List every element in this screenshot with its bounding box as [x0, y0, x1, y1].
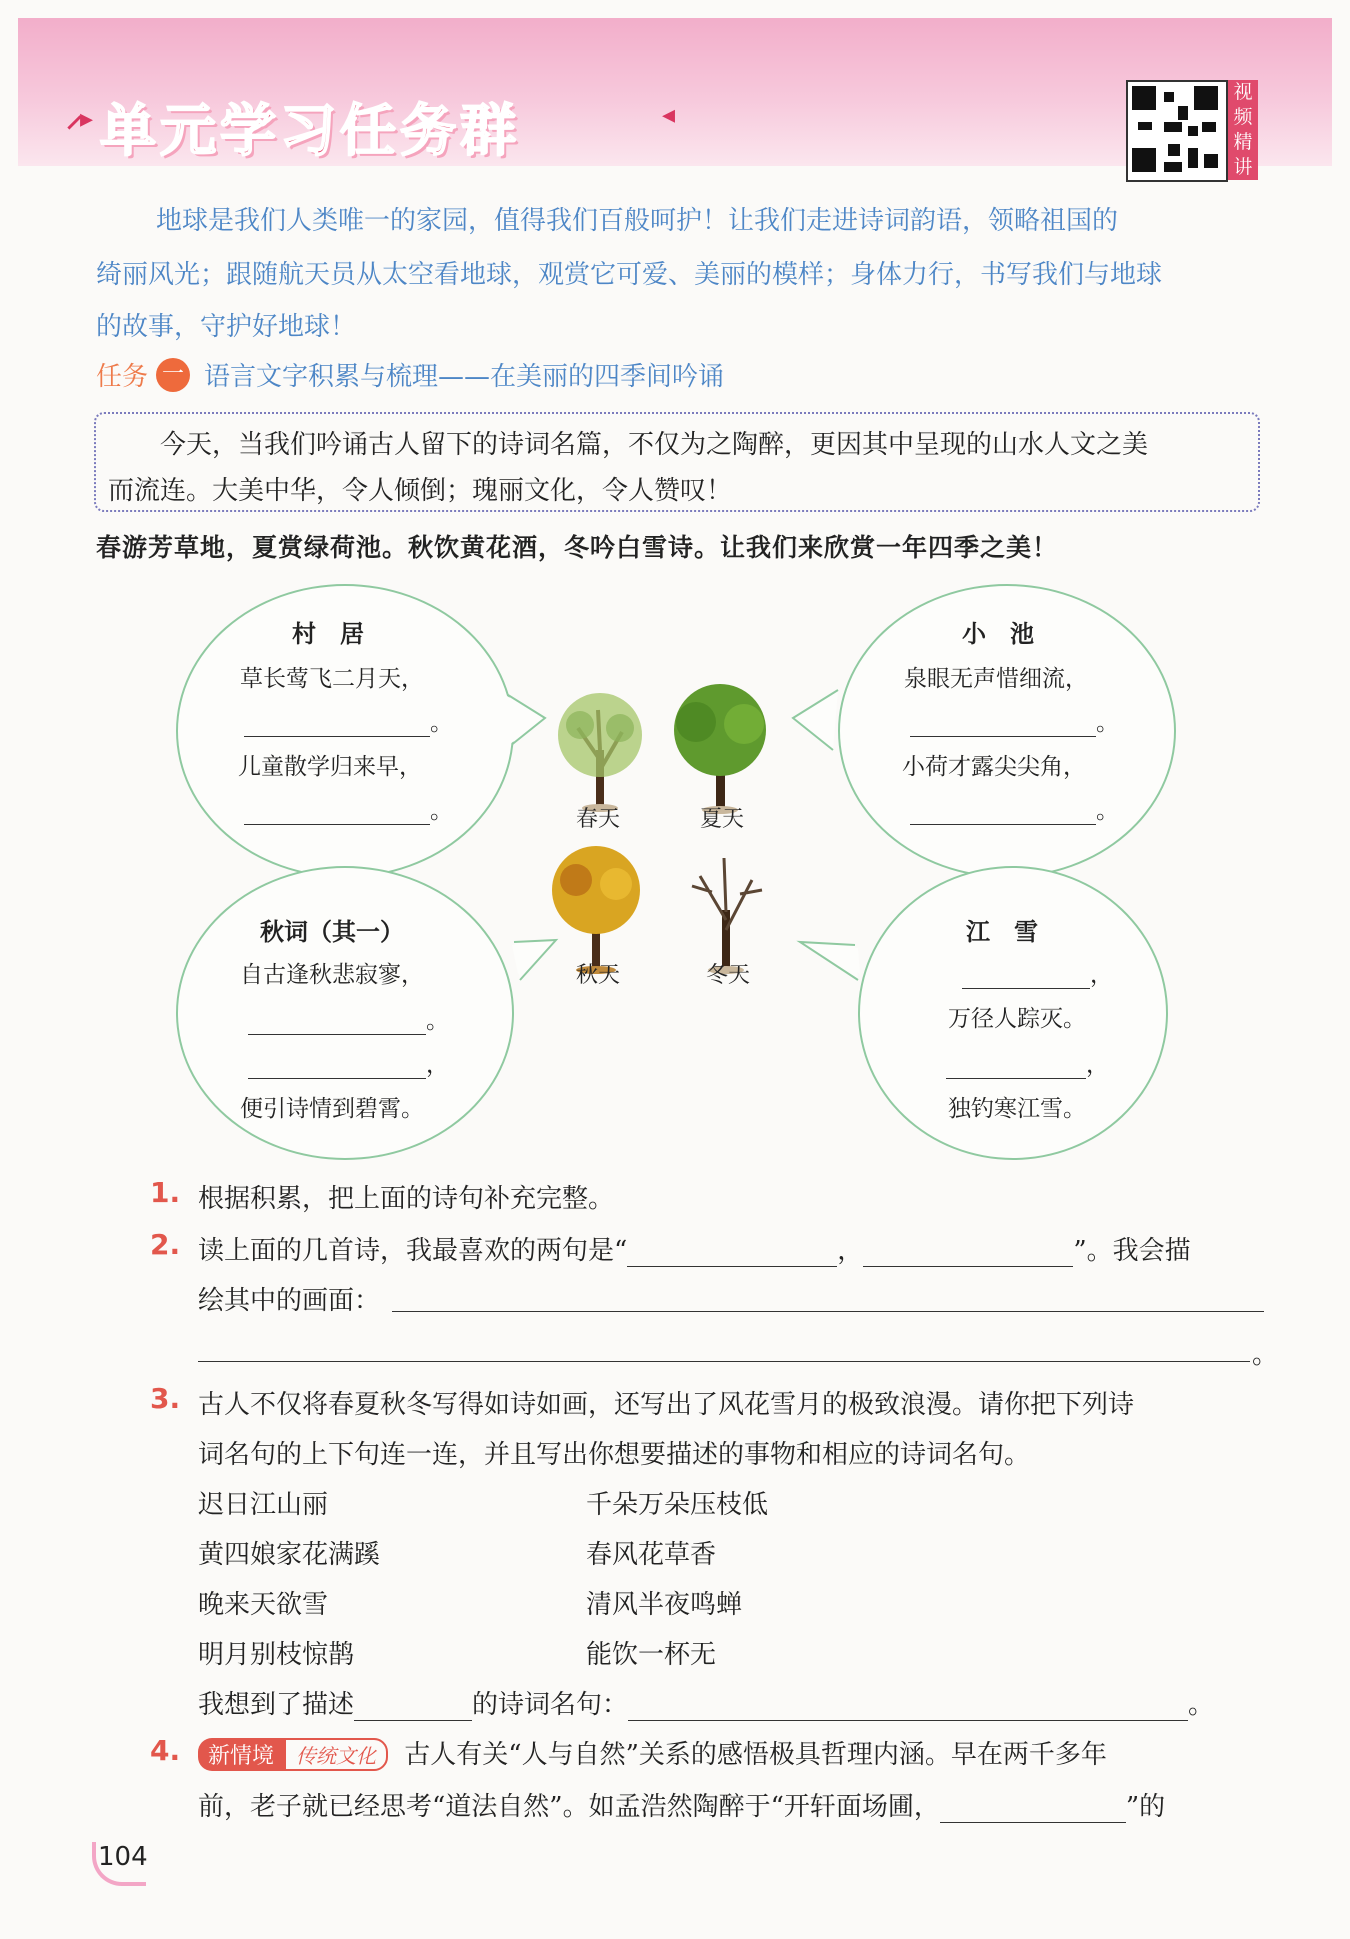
- poem-title-jiangxue: 江 雪: [966, 918, 1038, 946]
- page-number: 104: [98, 1842, 148, 1872]
- answer-blank[interactable]: [354, 1696, 472, 1721]
- question-number: 2.: [150, 1228, 181, 1261]
- season-label-autumn: 秋天: [576, 963, 621, 988]
- question-number: 3.: [150, 1382, 181, 1415]
- title-left-decoration: ⸝: [66, 95, 83, 135]
- season-label-spring: 春天: [576, 807, 621, 832]
- traditional-culture-badge: 传统文化: [284, 1738, 388, 1771]
- autumn-tree-icon: [552, 846, 640, 974]
- question-2-line-2: 绘其中的画面：: [198, 1286, 381, 1316]
- task-heading: [96, 356, 724, 393]
- match-right-item[interactable]: 清风半夜鸣蝉: [586, 1590, 743, 1620]
- poem-fill-blank[interactable]: ，: [946, 1046, 1109, 1079]
- question-3-line-2: 词名句的上下句连一连，并且写出你想要描述的事物和相应的诗词名句。: [198, 1440, 1031, 1470]
- answer-line[interactable]: [392, 1310, 1264, 1312]
- answer-blank[interactable]: [628, 1696, 1188, 1721]
- poem-line: 儿童散学归来早，: [238, 754, 422, 780]
- match-left-item[interactable]: 晚来天欲雪: [198, 1590, 329, 1620]
- question-2-line-1: 读上面的几首诗，我最喜欢的两句是“ ， ”。我会描: [198, 1236, 1191, 1266]
- page-title: 单元学习任务群: [100, 99, 520, 164]
- intro-line-3: 的故事，守护好地球！: [96, 312, 357, 342]
- poem-fill-blank[interactable]: 。: [910, 792, 1119, 825]
- seasons-intro: 春游芳草地，夏赏绿荷池。秋饮黄花酒，冬吟白雪诗。让我们来欣赏一年四季之美！: [96, 533, 1059, 562]
- poem-fill-blank[interactable]: 。: [244, 704, 453, 737]
- question-3-line-1: 古人不仅将春夏秋冬写得如诗如画，还写出了风花雪月的极致浪漫。请你把下列诗: [198, 1390, 1135, 1420]
- title-right-dash-icon: ◂: [662, 100, 676, 130]
- answer-line[interactable]: [198, 1360, 1250, 1362]
- new-context-badge: 新情境: [198, 1738, 284, 1771]
- question-4-line-1: 新情境 传统文化 古人有关“人与自然”关系的感悟极具哲理内涵。早在两千多年: [198, 1734, 1107, 1771]
- intro-line-2: 绮丽风光；跟随航天员从太空看地球，观赏它可爱、美丽的模样；身体力行，书写我们与地球: [96, 260, 1163, 290]
- answer-blank[interactable]: [627, 1242, 837, 1267]
- match-left-item[interactable]: 黄四娘家花满蹊: [198, 1540, 381, 1570]
- match-left-item[interactable]: 迟日江山丽: [198, 1490, 329, 1520]
- intro-quote-box: [94, 412, 1260, 512]
- answer-blank[interactable]: [863, 1242, 1073, 1267]
- match-right-item[interactable]: 千朵万朵压枝低: [586, 1490, 769, 1520]
- poem-fill-blank[interactable]: 。: [244, 792, 453, 825]
- season-label-summer: 夏天: [700, 807, 745, 832]
- match-right-item[interactable]: 能饮一杯无: [586, 1640, 717, 1670]
- poem-line: 泉眼无声惜细流，: [904, 666, 1088, 692]
- task-number-badge: 一: [156, 358, 190, 392]
- question-2-end: 。: [1252, 1340, 1279, 1370]
- qr-code-icon[interactable]: [1126, 80, 1228, 182]
- poem-line: 独钓寒江雪。: [948, 1096, 1086, 1122]
- video-explanation-label[interactable]: 视频精讲: [1228, 80, 1258, 180]
- task-title: 语言文字积累与梳理——在美丽的四季间吟诵: [204, 362, 725, 392]
- question-1-text: 根据积累，把上面的诗句补充完整。: [198, 1184, 615, 1214]
- poem-title-qiuci: 秋词（其一）: [260, 918, 404, 946]
- quote-line-2: 而流连。大美中华，令人倾倒；瑰丽文化，令人赞叹！: [108, 476, 733, 506]
- title-wrap: [100, 92, 520, 162]
- poem-fill-blank[interactable]: 。: [248, 1002, 449, 1035]
- poem-line: 便引诗情到碧霄。: [240, 1096, 424, 1122]
- poem-line: 自古逢秋悲寂寥，: [240, 962, 424, 988]
- intro-line-1: 地球是我们人类唯一的家园，值得我们百般呵护！让我们走进诗词韵语，领略祖国的: [156, 206, 1119, 236]
- winter-tree-icon: [692, 858, 762, 974]
- poem-title-xiaochi: 小 池: [962, 620, 1034, 648]
- question-4-line-2: 前，老子就已经思考“道法自然”。如孟浩然陶醉于“开轩面场圃， ”的: [198, 1792, 1166, 1822]
- match-right-item[interactable]: 春风花草香: [586, 1540, 717, 1570]
- poem-line: 草长莺飞二月天，: [240, 666, 424, 692]
- season-label-winter: 冬天: [706, 963, 751, 988]
- answer-blank[interactable]: [940, 1798, 1126, 1823]
- question-number: 4.: [150, 1734, 181, 1767]
- question-number: 1.: [150, 1176, 181, 1209]
- poem-title-cunju: 村 居: [292, 620, 364, 648]
- poem-fill-blank[interactable]: ，: [248, 1046, 449, 1079]
- match-left-item[interactable]: 明月别枝惊鹊: [198, 1640, 355, 1670]
- summer-tree-icon: [674, 684, 766, 814]
- task-label: 任务: [96, 362, 149, 392]
- poem-line: 万径人踪灭。: [948, 1006, 1086, 1032]
- spring-tree-icon: [558, 693, 642, 812]
- poem-fill-blank[interactable]: ，: [962, 956, 1113, 989]
- poem-fill-blank[interactable]: 。: [910, 704, 1119, 737]
- title-left-dash-icon: ▸: [80, 104, 94, 134]
- question-3-fill-line: 我想到了描述 的诗词名句： 。: [198, 1690, 1215, 1720]
- poem-line: 小荷才露尖尖角，: [902, 754, 1086, 780]
- quote-line-1: 今天，当我们吟诵古人留下的诗词名篇，不仅为之陶醉，更因其中呈现的山水人文之美: [160, 430, 1149, 460]
